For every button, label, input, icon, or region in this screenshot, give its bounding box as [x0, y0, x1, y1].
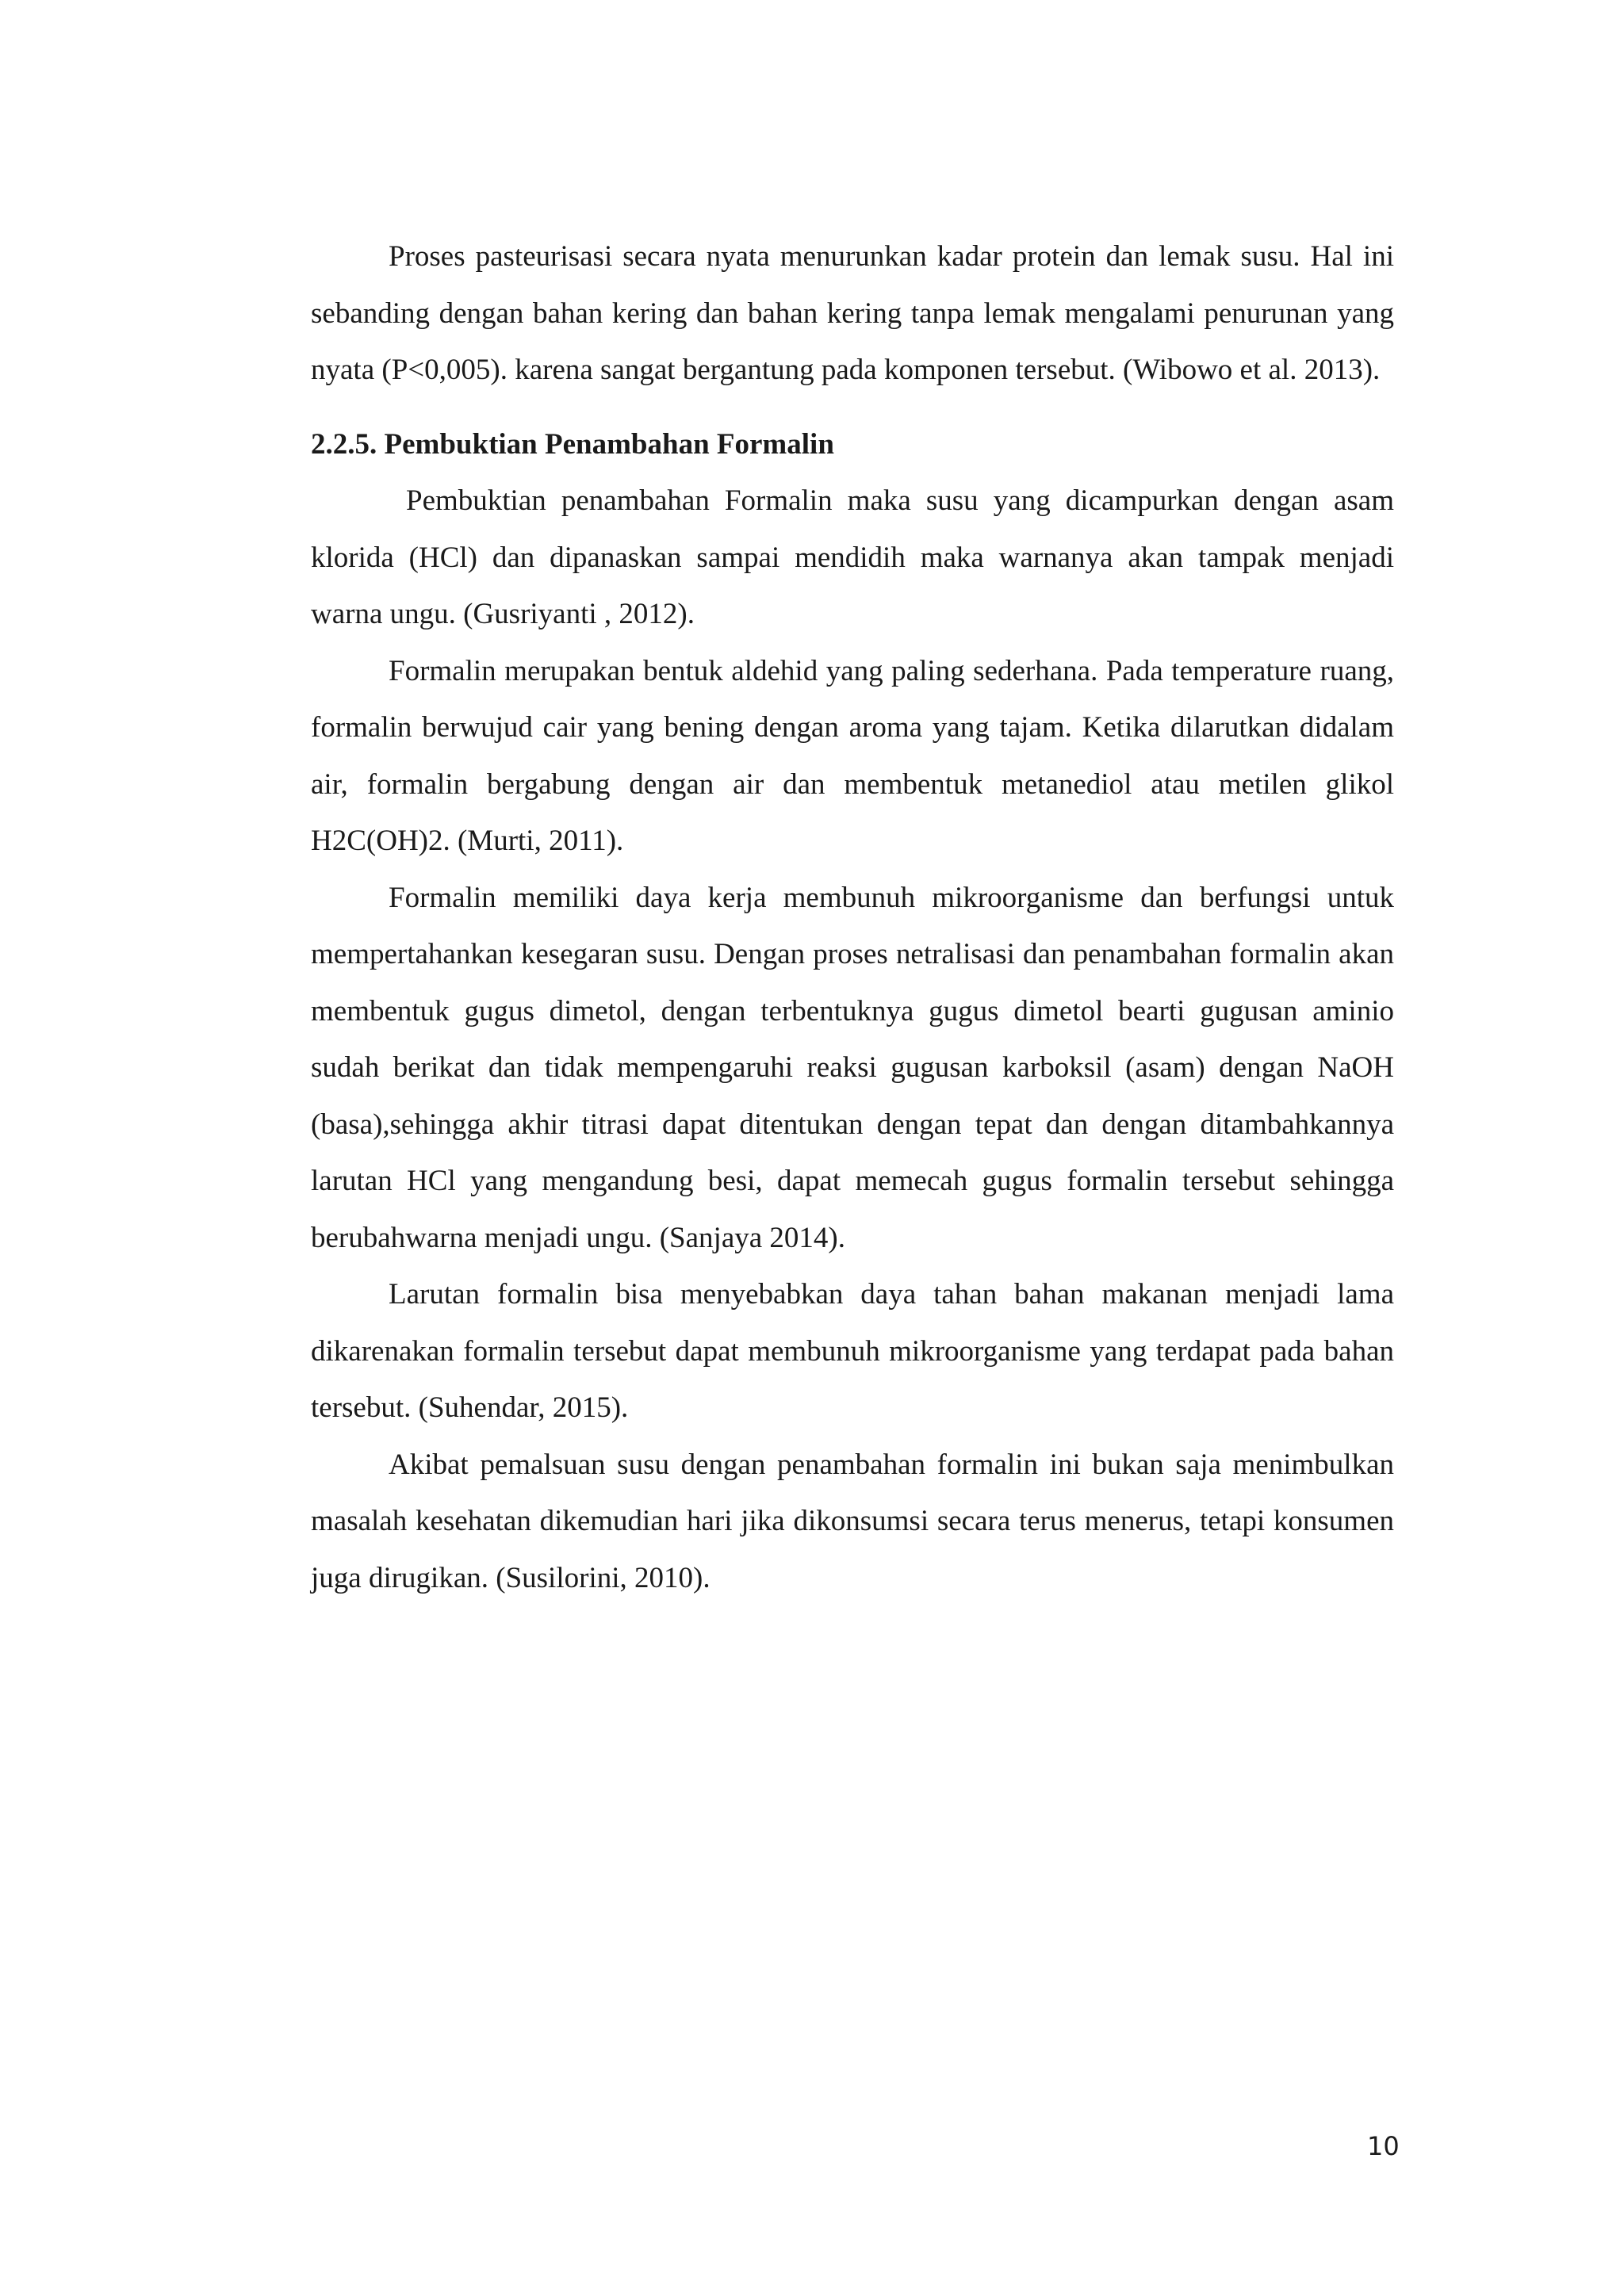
page-body: [311, 228, 1394, 1606]
paragraph-formalin-daya-kerja: Formalin memiliki daya kerja membunuh mikroorganisme dan berfungsi untuk mempertahankan kesegaran susu. Dengan proses netralisasi dan penambahan formalin akan membentuk gugus dimetol, dengan terbentuknya gugus dimetol bearti gugusan aminio sudah berikat dan tidak mempengaruhi reaksi gugusan karboksil (asam) dengan NaOH (basa),sehingga akhir titrasi dapat ditentukan dengan tepat dan dengan ditambahkannya larutan HCl yang mengandung besi, dapat memecah gugus formalin tersebut sehingga berubahwarna menjadi ungu. (Sanjaya 2014).: [311, 881, 1394, 1254]
paragraph-pasteurisasi: Proses pasteurisasi secara nyata menurunkan kadar protein dan lemak susu. Hal ini sebanding dengan bahan kering dan bahan kering tanpa lemak mengalami penurunan yang nyata (P<0,005). karena sangat bergantung pada komponen tersebut. (Wibowo et al. 2013).: [311, 240, 1394, 386]
paragraph-formalin-definisi: Formalin merupakan bentuk aldehid yang paling sederhana. Pada temperature ruang, formalin berwujud cair yang bening dengan aroma yang tajam. Ketika dilarutkan didalam air, formalin bergabung dengan air dan membentuk metanediol atau metilen glikol H2C(OH)2. (Murti, 2011).: [311, 654, 1394, 857]
page-number: 10: [1367, 2131, 1400, 2161]
section-heading: 2.2.5. Pembuktian Penambahan Formalin: [311, 427, 834, 461]
paragraph-larutan-formalin: Larutan formalin bisa menyebabkan daya tahan bahan makanan menjadi lama dikarenakan formalin tersebut dapat membunuh mikroorganisme yang terdapat pada bahan tersebut. (Suhendar, 2015).: [311, 1278, 1394, 1424]
paragraph-pemalsuan-susu: Akibat pemalsuan susu dengan penambahan formalin ini bukan saja menimbulkan masalah kesehatan dikemudian hari jika dikonsumsi secara terus menerus, tetapi konsumen juga dirugikan. (Susilorini, 2010).: [311, 1448, 1394, 1594]
paragraph-pembuktian: Pembuktian penambahan Formalin maka susu yang dicampurkan dengan asam klorida (HCl) dan dipanaskan sampai mendidih maka warnanya akan tampak menjadi warna ungu. (Gusriyanti , 2012).: [311, 484, 1394, 630]
